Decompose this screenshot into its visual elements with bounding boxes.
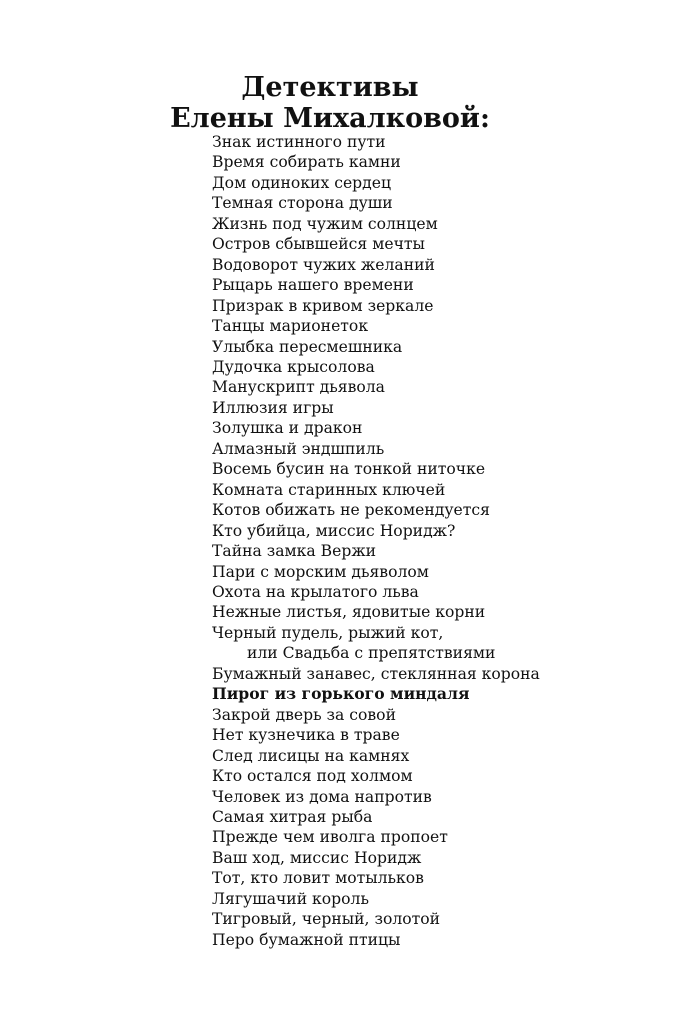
heading-line-1: Детективы bbox=[241, 72, 419, 103]
book-title-text: Улыбка пересмешника bbox=[212, 337, 403, 356]
book-title-text: Водоворот чужих желаний bbox=[212, 255, 435, 274]
book-title-text: Нет кузнечика в траве bbox=[212, 726, 400, 745]
book-title-text: Дудочка крысолова bbox=[212, 357, 375, 376]
book-title bbox=[212, 132, 540, 152]
book-title bbox=[212, 705, 540, 725]
book-title-text: Знак истинного пути bbox=[212, 133, 386, 151]
book-title bbox=[212, 173, 540, 193]
book-title-text: Рыцарь нашего времени bbox=[212, 276, 414, 295]
book-title-text: Охота на крылатого льва bbox=[212, 582, 419, 601]
book-title-text: Дом одиноких сердец bbox=[212, 173, 392, 192]
book-title bbox=[212, 459, 540, 479]
book-title-text: Призрак в кривом зеркале bbox=[212, 296, 434, 315]
book-title-text: Черный пудель, рыжий кот, bbox=[212, 623, 444, 642]
book-title-text: Пари с морским дьяволом bbox=[212, 562, 429, 581]
book-title bbox=[212, 787, 540, 807]
book-title-text: Восемь бусин на тонкой ниточке bbox=[212, 460, 486, 479]
book-title-text: Золушка и дракон bbox=[212, 419, 363, 438]
book-title bbox=[212, 766, 540, 786]
book-title bbox=[212, 868, 540, 888]
book-title-text: Тайна замка Вержи bbox=[212, 542, 377, 561]
book-title bbox=[212, 664, 540, 684]
book-title-text: Перо бумажной птицы bbox=[212, 930, 401, 949]
book-title bbox=[212, 746, 540, 766]
book-title-text: Котов обижать не рекомендуется bbox=[212, 501, 490, 520]
book-title bbox=[212, 193, 540, 213]
book-title-text: Алмазный эндшпиль bbox=[212, 439, 385, 458]
book-title-text: Прежде чем иволга пропоет bbox=[212, 828, 448, 847]
book-title bbox=[212, 500, 540, 520]
book-title bbox=[212, 930, 540, 950]
heading-line-2: Елены Михалковой: bbox=[170, 103, 490, 134]
book-title bbox=[212, 623, 540, 664]
book-title bbox=[212, 889, 540, 909]
book-title-text: Кто убийца, миссис Норидж? bbox=[212, 521, 456, 540]
book-title bbox=[212, 909, 540, 929]
book-title bbox=[212, 398, 540, 418]
book-title bbox=[212, 602, 540, 622]
book-title bbox=[212, 725, 540, 745]
book-title bbox=[212, 521, 540, 541]
book-title-text: Пирог из горького миндаля bbox=[212, 684, 470, 704]
book-title-text: Лягушачий король bbox=[212, 889, 369, 908]
book-title bbox=[212, 214, 540, 234]
book-title-text: Человек из дома напротив bbox=[212, 787, 432, 806]
book-title bbox=[212, 541, 540, 561]
book-title-text: Ваш ход, миссис Норидж bbox=[212, 848, 422, 867]
book-title-text: Бумажный занавес, стеклянная корона bbox=[212, 664, 540, 683]
book-title bbox=[212, 255, 540, 275]
book-title bbox=[212, 357, 540, 377]
book-title-text: Самая хитрая рыба bbox=[212, 807, 373, 826]
book-title-text: Тигровый, черный, золотой bbox=[212, 910, 441, 929]
book-title-text: Комната старинных ключей bbox=[212, 480, 446, 499]
book-title bbox=[212, 827, 540, 847]
book-title-continuation: или Свадьба с препятствиями bbox=[247, 644, 496, 663]
book-title bbox=[212, 684, 540, 704]
book-list bbox=[212, 132, 540, 950]
book-title bbox=[212, 377, 540, 397]
book-title-text: Время собирать камни bbox=[212, 153, 401, 172]
book-title-text: Тот, кто ловит мотыльков bbox=[212, 869, 424, 888]
book-title bbox=[212, 582, 540, 602]
book-title bbox=[212, 480, 540, 500]
book-title-text: След лисицы на камнях bbox=[212, 746, 410, 765]
book-title-text: Кто остался под холмом bbox=[212, 767, 413, 786]
book-title bbox=[212, 316, 540, 336]
page-heading bbox=[150, 72, 510, 134]
book-title bbox=[212, 562, 540, 582]
book-title bbox=[212, 275, 540, 295]
book-title bbox=[212, 807, 540, 827]
book-title-text: Закрой дверь за совой bbox=[212, 705, 396, 724]
book-title-text: Танцы марионеток bbox=[212, 317, 369, 336]
book-title-text: Иллюзия игры bbox=[212, 398, 334, 417]
book-title bbox=[212, 152, 540, 172]
book-title bbox=[212, 296, 540, 316]
book-title-text: Остров сбывшейся мечты bbox=[212, 235, 425, 254]
book-title-text: Жизнь под чужим солнцем bbox=[212, 214, 438, 233]
book-title bbox=[212, 418, 540, 438]
book-title bbox=[212, 439, 540, 459]
book-title bbox=[212, 234, 540, 254]
book-title bbox=[212, 848, 540, 868]
book-title bbox=[212, 337, 540, 357]
book-title-text: Манускрипт дьявола bbox=[212, 378, 385, 397]
book-title-text: Темная сторона души bbox=[212, 194, 393, 213]
book-title-text: Нежные листья, ядовитые корни bbox=[212, 603, 486, 622]
